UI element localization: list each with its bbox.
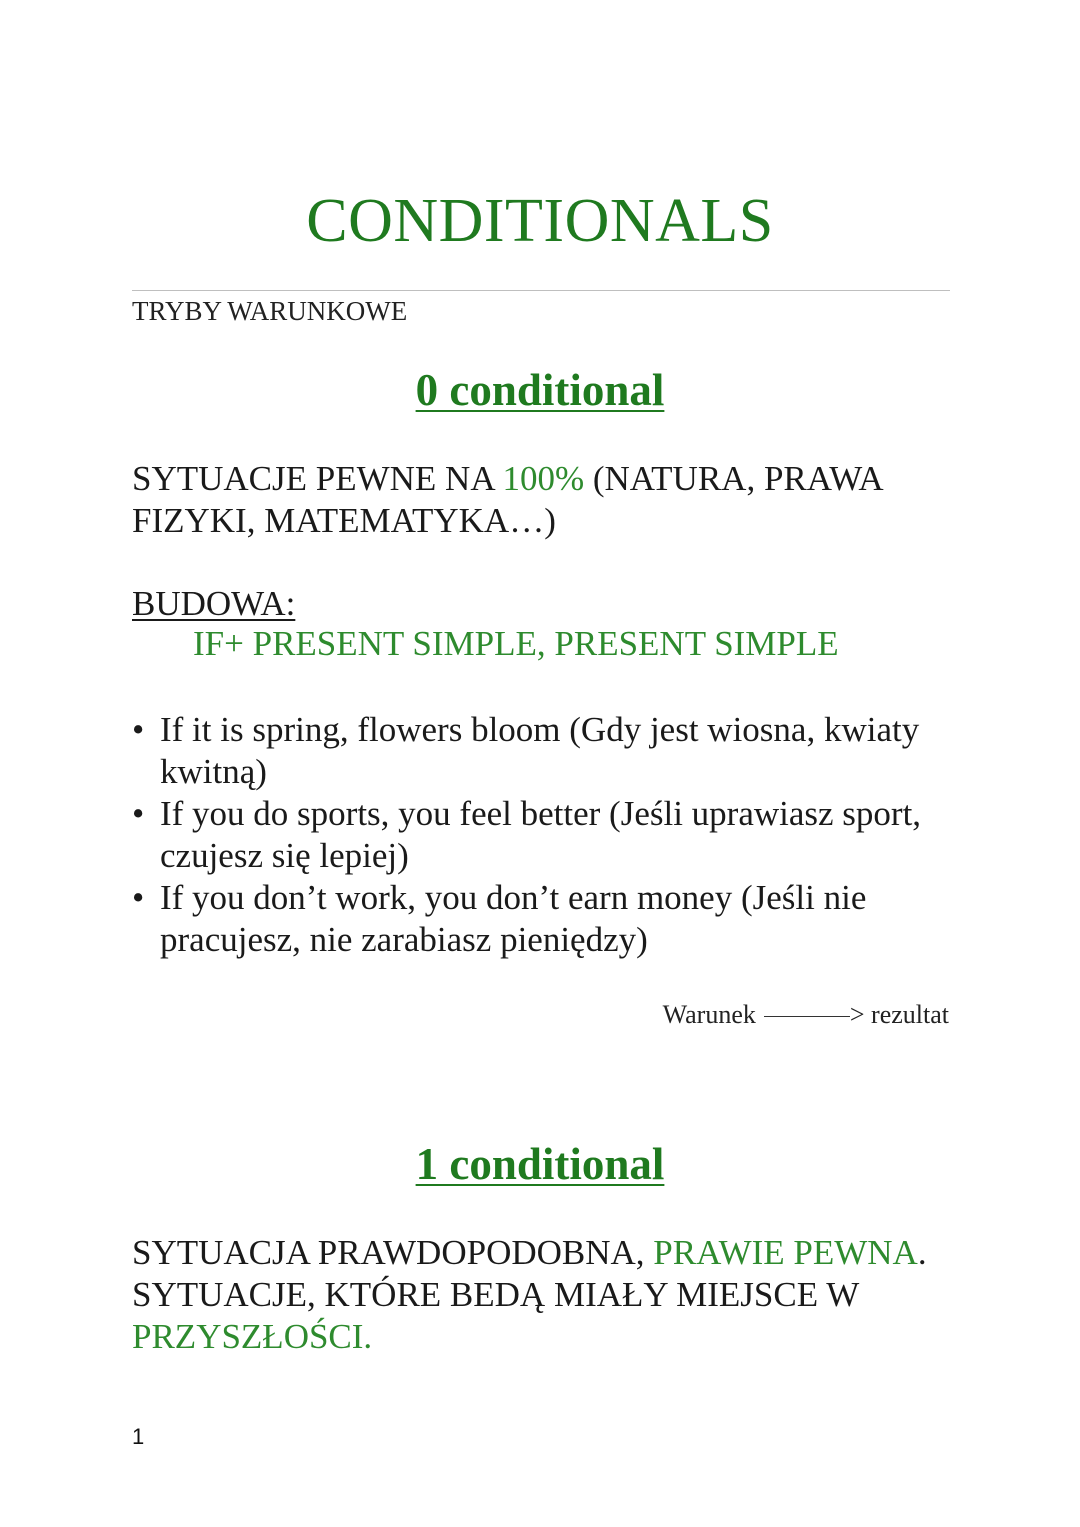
example-text: If you do sports, you feel better (Jeśli uprawiasz sport, czujesz się lepiej)	[160, 794, 922, 875]
description-text: SYTUACJE PEWNE NA	[132, 459, 503, 498]
description-text: SYTUACJA PRAWDOPODOBNA,	[132, 1233, 654, 1272]
structure-formula: IF+ PRESENT SIMPLE, PRESENT SIMPLE	[193, 624, 839, 663]
arrow-line-icon	[764, 1016, 850, 1017]
example-text: If it is spring, flowers bloom (Gdy jest wiosna, kwiaty kwitną)	[160, 710, 920, 791]
first-conditional-description	[132, 1232, 962, 1358]
bullet-icon: •	[132, 794, 145, 833]
bullet-icon: •	[132, 878, 145, 917]
page-title: CONDITIONALS	[306, 187, 774, 255]
page-number: 1	[132, 1424, 145, 1449]
condition-label: Warunek	[662, 1000, 756, 1029]
description-text: . SYTUACJE, KTÓRE BEDĄ MIAŁY MIEJSCE W	[132, 1233, 927, 1314]
section-heading-zero-conditional: 0 conditional	[415, 365, 665, 415]
description-text: (NATURA, PRAWA FIZYKI, MATEMATYKA…)	[132, 459, 882, 540]
description-highlight: PRAWIE PEWNA	[653, 1233, 918, 1272]
description-highlight: 100%	[502, 459, 585, 498]
title-divider	[132, 290, 950, 291]
example-text: If you don’t work, you don’t earn money (Jeśli nie pracujesz, nie zarabiasz pieniędzy)	[160, 878, 867, 959]
list-item	[132, 709, 962, 793]
result-label: > rezultat	[849, 1000, 949, 1029]
zero-conditional-description	[132, 458, 962, 542]
bullet-icon: •	[132, 710, 145, 749]
list-item	[132, 793, 962, 877]
structure-label: BUDOWA:	[132, 584, 296, 623]
section-heading-first-conditional: 1 conditional	[415, 1139, 665, 1189]
page-subtitle: TRYBY WARUNKOWE	[132, 296, 408, 326]
condition-result-note	[663, 1000, 949, 1030]
example-list	[132, 709, 962, 961]
description-highlight: PRZYSZŁOŚCI.	[132, 1317, 373, 1356]
list-item	[132, 877, 962, 961]
